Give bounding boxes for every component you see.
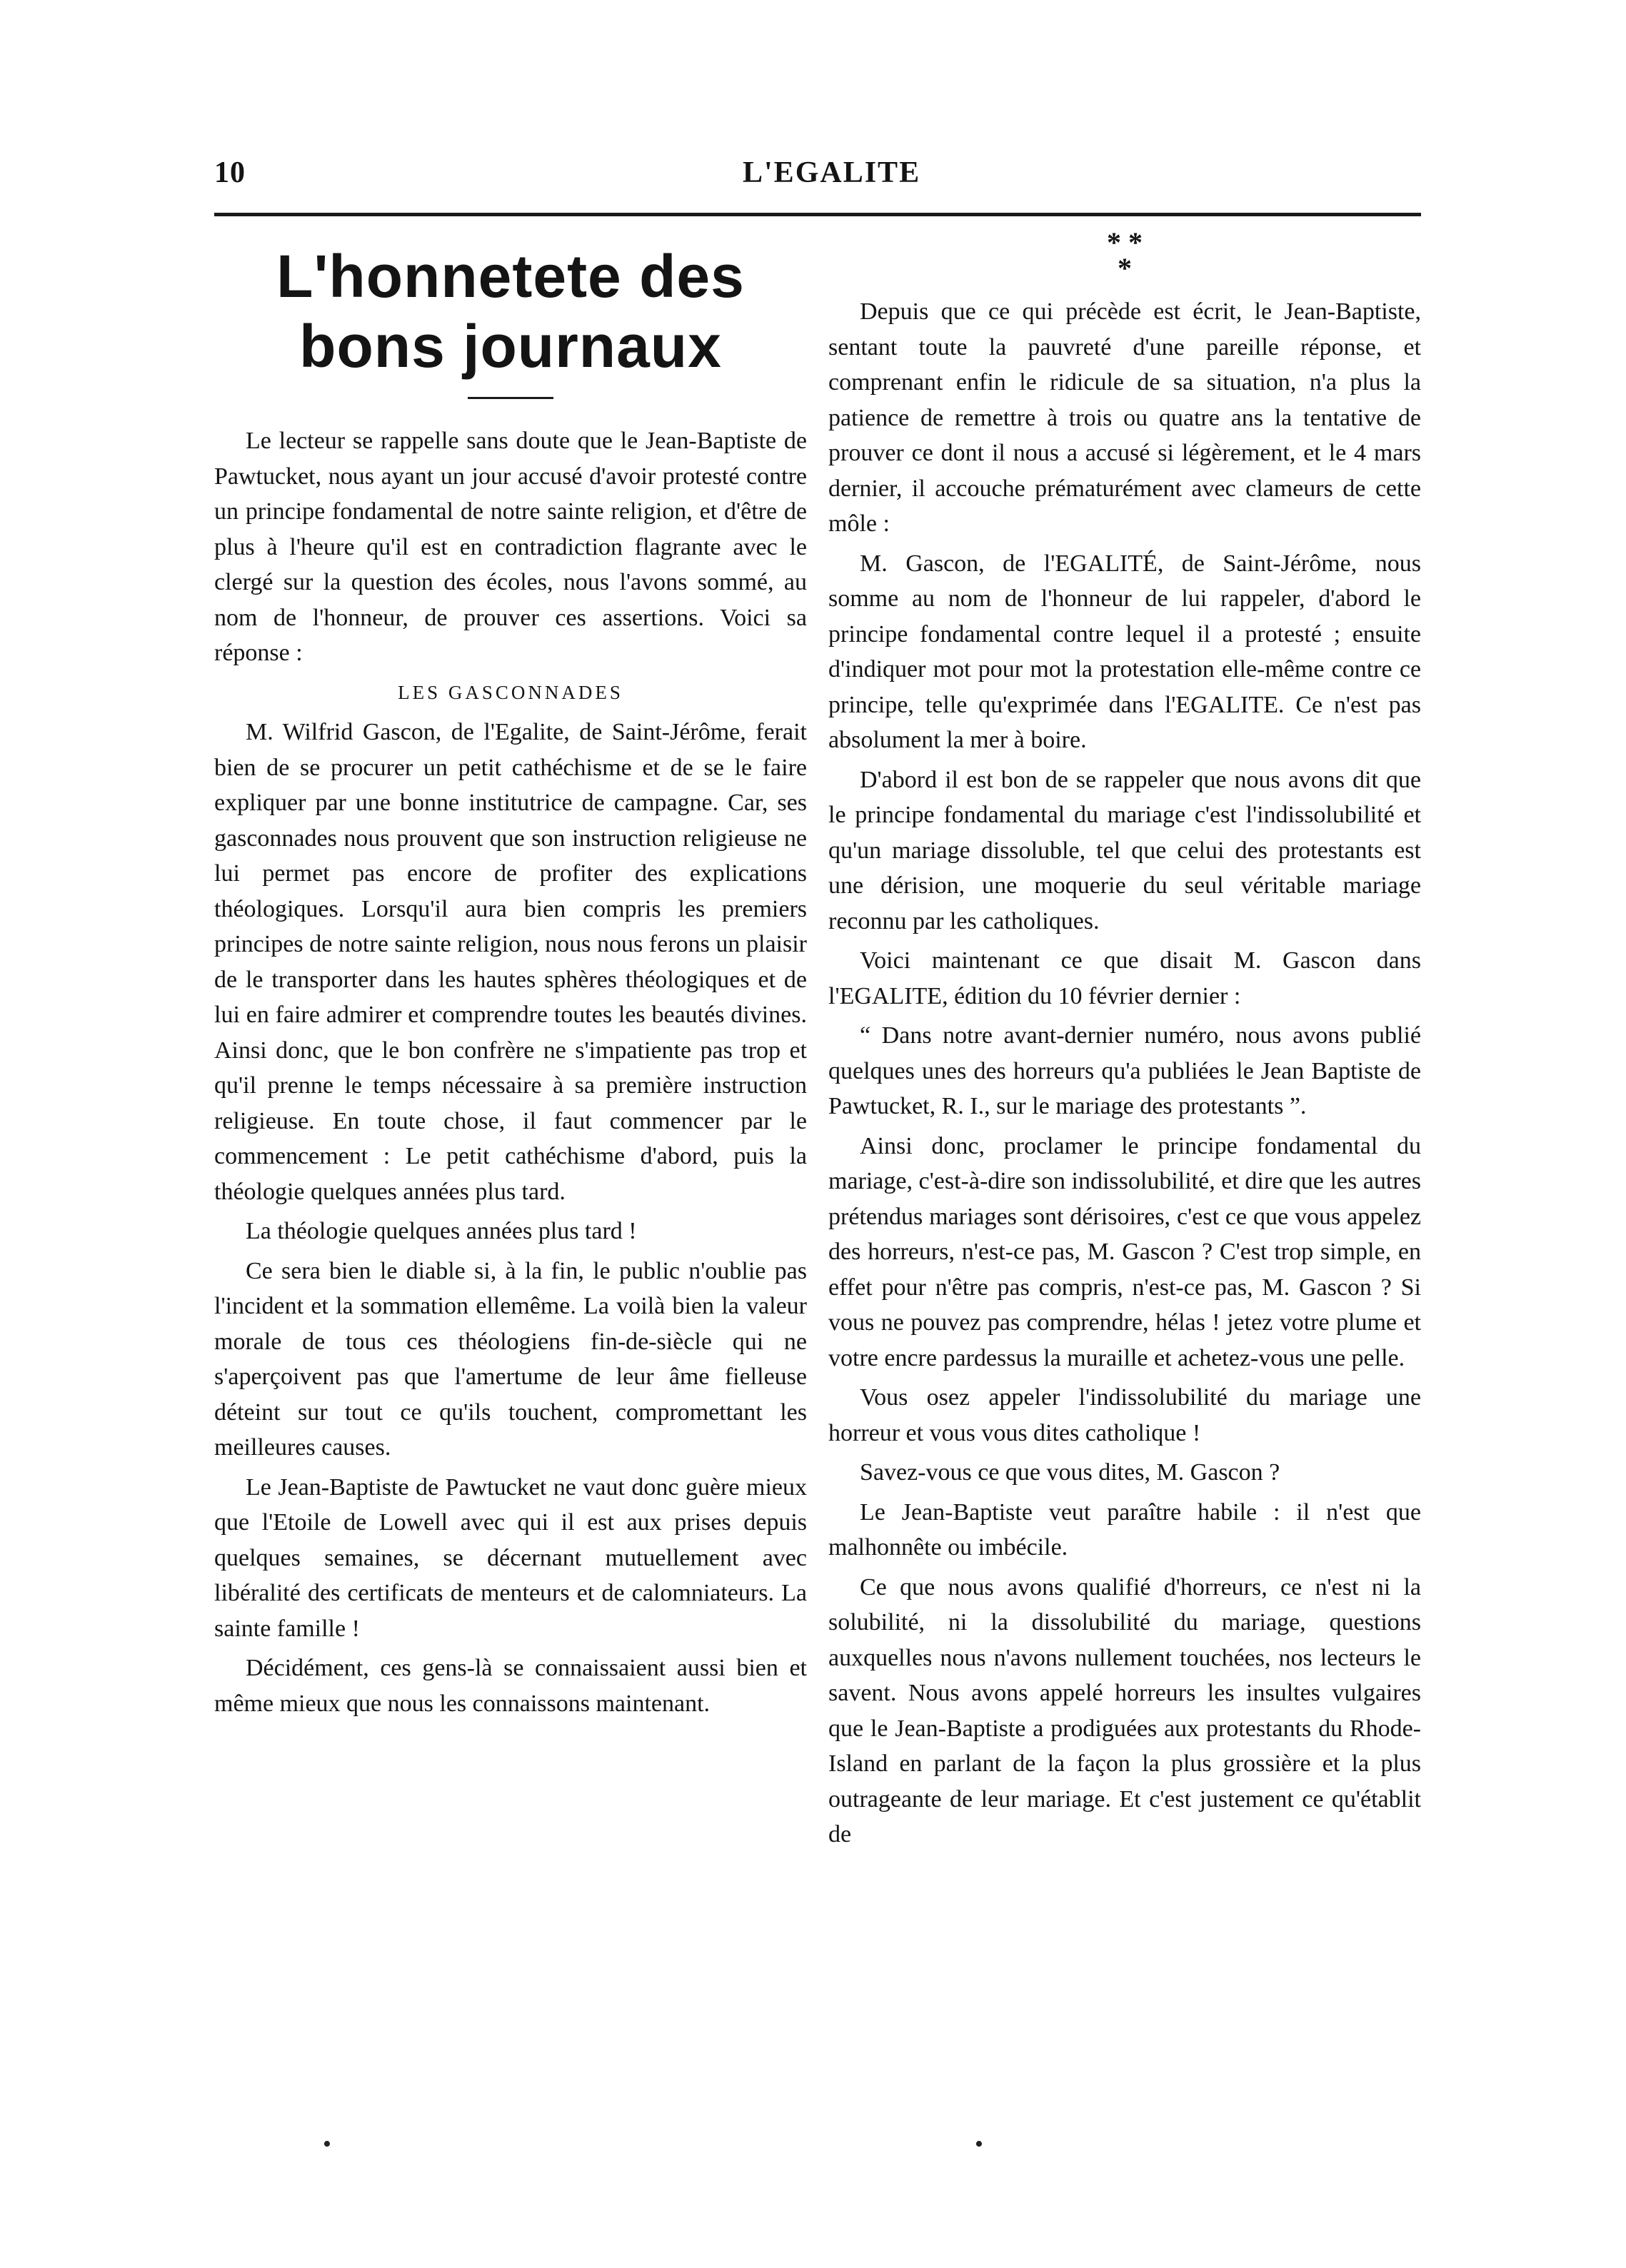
- article-title: L'honnetete des bons journaux: [276, 243, 745, 380]
- section-subhead: LES GASCONNADES: [398, 681, 623, 703]
- print-speck: •: [975, 2131, 983, 2157]
- title-rule: [468, 397, 553, 399]
- paragraph: M. Wilfrid Gascon, de l'Egalite, de Saint-Jérôme, ferait bien de se procurer un petit cathéchisme et de se le faire expliquer par une bonne institutrice de campagne. Car, ses gasconnades nous prouvent que son instruction religieuse ne lui permet pas encore de profiter des explications théologiques. Lorsqu'il aura bien compris les premiers principes de notre sainte religion, nous nous ferons un plaisir de le transporter dans les hautes sphères théologiques et de lui en faire admirer et comprendre toutes les beautés divines. Ainsi donc, que le bon confrère ne s'impatiente pas trop et qu'il prenne le temps nécessaire à sa première instruction religieuse. En toute chose, il faut commencer par le commencement : Le petit cathéchisme d'abord, puis la théologie quelques années plus tard.: [214, 719, 807, 1205]
- running-head: L'EGALITE: [743, 156, 921, 189]
- left-column: [214, 236, 807, 1725]
- paragraph: Le lecteur se rappelle sans doute que le Jean-Baptiste de Pawtucket, nous ayant un jour accusé d'avoir protesté contre un principe fondamental de notre sainte religion, et d'être de plus à l'heure qu'il est en contradiction flagrante avec le clergé sur la question des écoles, nous l'avons sommé, au nom de l'honneur, de prouver ces assertions. Voici sa réponse :: [214, 428, 807, 666]
- paragraph: Depuis que ce qui précède est écrit, le Jean-Baptiste, sentant toute la pauvreté d'une pareille réponse, et comprenant enfin le ridicule de sa situation, n'a plus la patience de remettre à trois ou quatre ans la tentative de prouver ce dont il nous a accusé si légèrement, et le 4 mars dernier, il accouche prématurément avec clameurs de cette môle :: [828, 298, 1421, 537]
- paragraph: D'abord il est bon de se rappeler que nous avons dit que le principe fondamental du mariage c'est l'indissolubilité et qu'un mariage dissoluble, tel que celui des protestants est une dérision, une moquerie du seul véritable mariage reconnu par les catholiques.: [828, 766, 1421, 934]
- asterism: * * *: [1107, 226, 1143, 284]
- header-rule: [214, 213, 1421, 216]
- paragraph: La théologie quelques années plus tard !: [246, 1218, 637, 1244]
- paragraph: M. Gascon, de l'EGALITÉ, de Saint-Jérôme, nous somme au nom de l'honneur de lui rappeler, d'abord le principe fondamental contre lequel il a protesté ; ensuite d'indiquer mot pour mot la protestation elle-même contre ce principe, telle qu'exprimée dans l'EGALITE. Ce n'est pas absolument la mer à boire.: [828, 550, 1421, 753]
- paragraph: Le Jean-Baptiste veut paraître habile : il n'est que malhonnête ou imbécile.: [828, 1498, 1421, 1561]
- paragraph: Ce sera bien le diable si, à la fin, le public n'oublie pas l'incident et la sommation ellemême. La voilà bien la valeur morale de tous ces théologiens fin-de-siècle qui ne s'aperçoivent pas que l'amertume de leur âme fielleuse déteint sur tout ce qu'ils touchent, compromettant les meilleures causes.: [214, 1257, 807, 1461]
- right-column: [828, 226, 1421, 1857]
- paragraph: Ce que nous avons qualifié d'horreurs, ce n'est ni la solubilité, ni la dissolubilité du mariage, questions auxquelles nous n'avons nullement touchées, nos lecteurs le savent. Nous avons appelé horreurs les insultes vulgaires que le Jean-Baptiste a prodiguées aux protestants du Rhode-Island en parlant de la façon la plus grossière et la plus outrageante de leur mariage. Et c'est justement ce qu'établit de: [828, 1573, 1421, 1848]
- paragraph: Décidément, ces gens-là se connaissaient aussi bien et même mieux que nous les connaissons maintenant.: [214, 1655, 807, 1717]
- paragraph: Savez-vous ce que vous dites, M. Gascon ?: [860, 1459, 1280, 1486]
- paragraph: Vous osez appeler l'indissolubilité du mariage une horreur et vous vous dites catholique !: [828, 1384, 1421, 1446]
- print-speck: •: [323, 2131, 331, 2157]
- paragraph: Ainsi donc, proclamer le principe fondamental du mariage, c'est-à-dire son indissolubilité, et dire que les autres prétendus mariages sont dérisoires, c'est ce que vous appelez des horreurs, n'est-ce pas, M. Gascon ? C'est trop simple, en effet pour n'être pas compris, n'est-ce pas, M. Gascon ? Si vous ne pouvez pas comprendre, hélas ! jetez votre plume et votre encre pardessus la muraille et achetez-vous une pelle.: [828, 1132, 1421, 1371]
- paragraph: Voici maintenant ce que disait M. Gascon dans l'EGALITE, édition du 10 février dernier :: [828, 947, 1421, 1009]
- paragraph: Le Jean-Baptiste de Pawtucket ne vaut donc guère mieux que l'Etoile de Lowell avec qui il est aux prises depuis quelques semaines, se décernant mutuellement avec libéralité des certificats de menteurs et de calomniateurs. La sainte famille !: [214, 1473, 807, 1642]
- page-number: 10: [214, 156, 246, 189]
- paragraph: “ Dans notre avant-dernier numéro, nous avons publié quelques unes des horreurs qu'a publiées le Jean Baptiste de Pawtucket, R. I., sur le mariage des protestants ”.: [828, 1022, 1421, 1119]
